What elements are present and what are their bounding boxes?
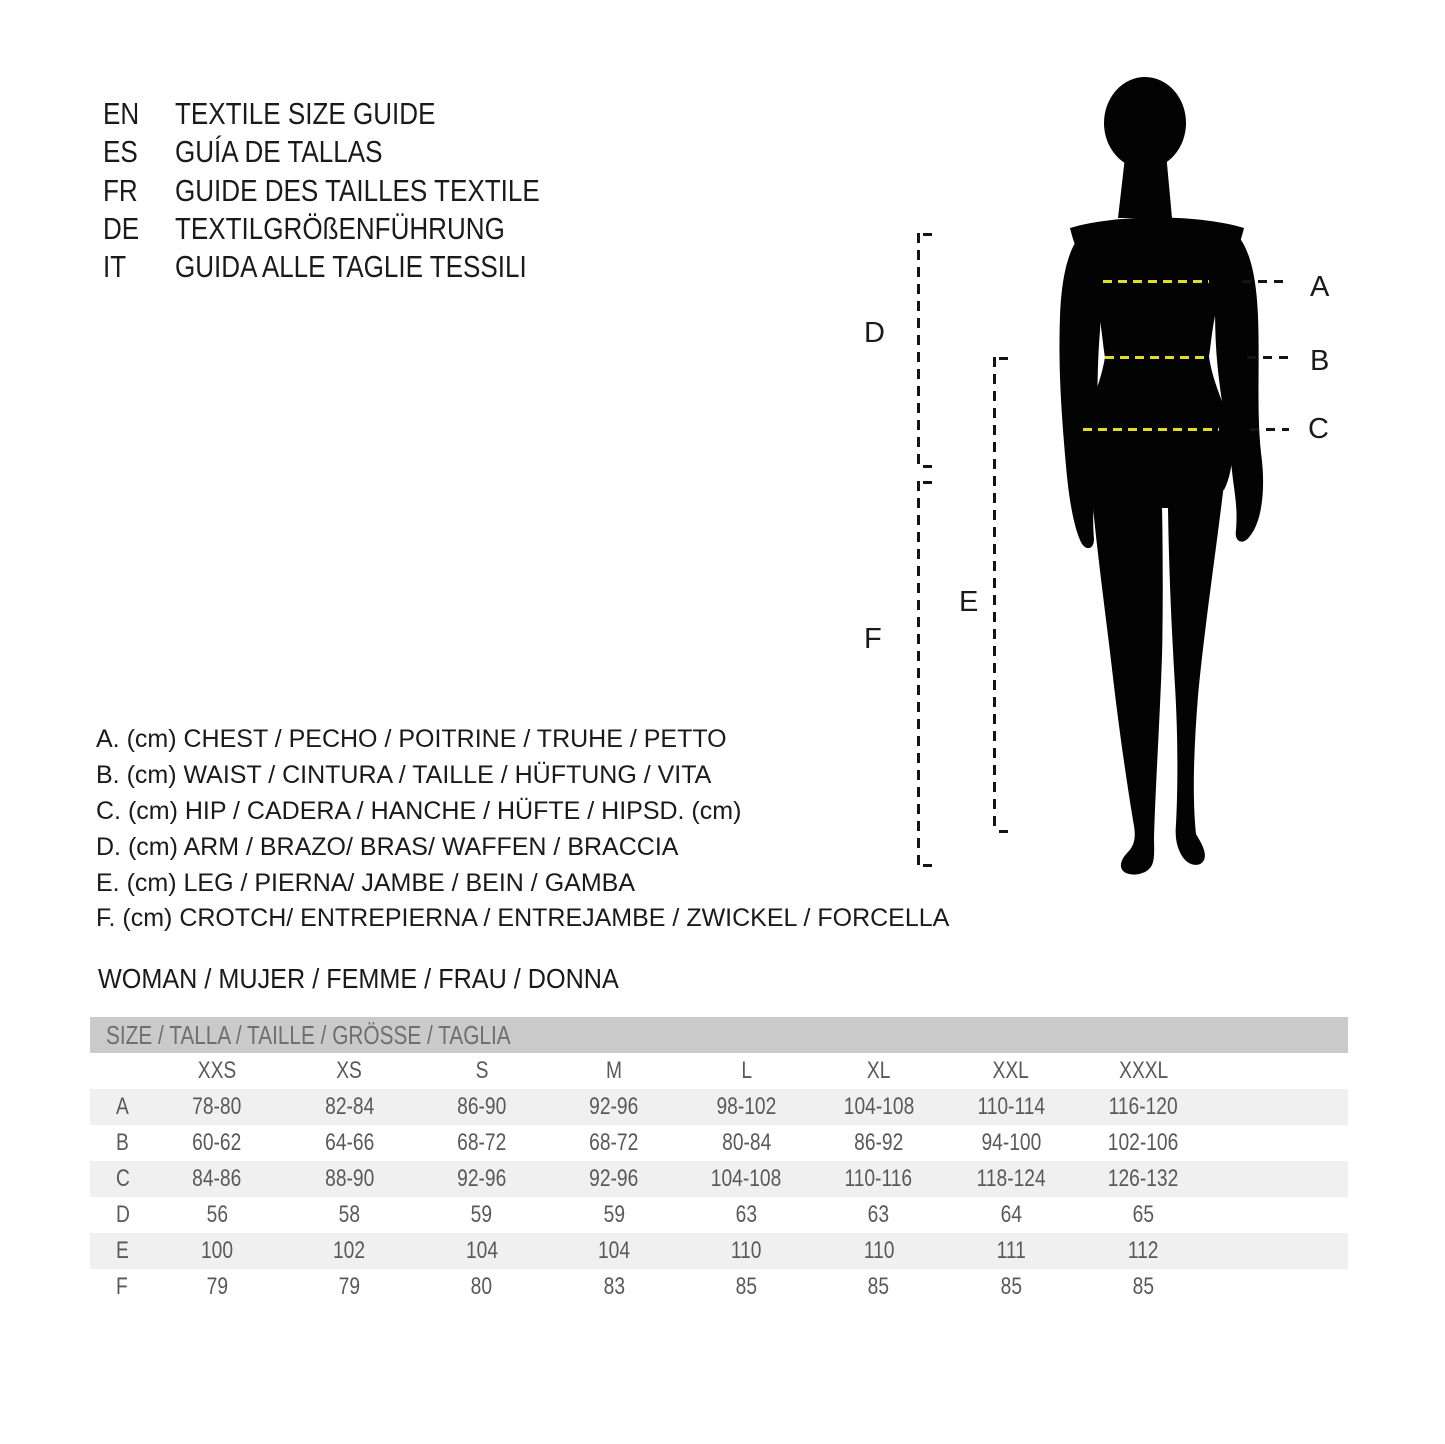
language-title: GUIDA ALLE TAGLIE TESSILI [175, 249, 527, 285]
table-cell: 85 [1132, 1273, 1154, 1300]
table-cell: 78-80 [192, 1093, 242, 1120]
table-row [90, 1269, 1348, 1305]
table-cell: 94-100 [981, 1129, 1041, 1156]
table-cell: 68-72 [589, 1129, 639, 1156]
table-cell: 86-92 [854, 1129, 904, 1156]
row-label: F [116, 1273, 128, 1300]
leg-line-bottom-tick [999, 830, 1008, 833]
table-title-bar: SIZE / TALLA / TAILLE / GRÖSSE / TAGLIA [90, 1017, 1348, 1053]
arm-length-line [917, 233, 920, 469]
arm-line-bottom-tick [923, 465, 932, 468]
table-cell: 58 [338, 1201, 361, 1228]
note-waist: B. (cm) WAIST / CINTURA / TAILLE / HÜFTUNG / VITA [96, 761, 712, 790]
table-cell: 85 [1000, 1273, 1022, 1300]
table-cell: 85 [735, 1273, 758, 1300]
table-cell: 86-90 [457, 1093, 507, 1120]
table-cell: 60-62 [192, 1129, 242, 1156]
size-label: XS [336, 1057, 363, 1084]
gender-heading: WOMAN / MUJER / FEMME / FRAU / DONNA [98, 963, 619, 994]
table-cell: 104 [598, 1237, 631, 1264]
table-cell: 63 [735, 1201, 758, 1228]
table-cell: 80 [471, 1273, 493, 1300]
size-label: XXXL [1118, 1057, 1168, 1084]
language-row [103, 172, 609, 210]
table-row [90, 1197, 1348, 1233]
table-row [90, 1233, 1348, 1269]
language-code: FR [103, 172, 138, 208]
language-title-list [103, 95, 609, 286]
table-row [90, 1161, 1348, 1197]
table-cell: 84-86 [192, 1165, 242, 1192]
language-title: TEXTILE SIZE GUIDE [175, 96, 436, 132]
row-label: A [116, 1093, 129, 1120]
table-cell: 85 [867, 1273, 890, 1300]
table-cell: 92-96 [589, 1093, 639, 1120]
row-label: B [116, 1129, 129, 1156]
table-cell: 110 [863, 1237, 894, 1264]
table-cell: 116-120 [1108, 1093, 1178, 1120]
waist-line-yellow [1105, 356, 1205, 359]
hip-line-black [1250, 428, 1289, 431]
table-cell: 110-116 [844, 1165, 913, 1192]
size-label: L [740, 1057, 752, 1084]
woman-silhouette [1048, 76, 1272, 880]
table-cell: 111 [996, 1237, 1026, 1264]
table-cell: 98-102 [716, 1093, 777, 1120]
table-cell: 112 [1127, 1237, 1159, 1264]
marker-a-label: A [1310, 271, 1330, 303]
table-cell: 82-84 [324, 1093, 375, 1120]
language-row [103, 248, 609, 286]
note-hip: C. (cm) HIP / CADERA / HANCHE / HÜFTE / HIPSD. (cm) [96, 796, 742, 825]
table-cell: 102 [333, 1237, 366, 1264]
table-cell: 63 [867, 1201, 890, 1228]
language-row [103, 95, 609, 133]
table-cell: 59 [603, 1201, 625, 1228]
language-title: TEXTILGRÖßENFÜHRUNG [175, 211, 505, 247]
size-label: XXS [197, 1057, 237, 1084]
table-cell: 126-132 [1107, 1165, 1179, 1192]
table-cell: 64-66 [324, 1129, 375, 1156]
table-cell: 118-124 [976, 1165, 1046, 1192]
table-cell: 110 [731, 1237, 762, 1264]
waist-line-black [1247, 356, 1289, 359]
table-row [90, 1089, 1348, 1125]
table-cell: 65 [1132, 1201, 1154, 1228]
crotch-line-top-tick [923, 481, 932, 484]
chest-line-yellow [1103, 280, 1209, 283]
language-code: IT [103, 249, 127, 285]
table-cell: 110-114 [977, 1093, 1045, 1120]
table-row [90, 1125, 1348, 1161]
table-cell: 100 [201, 1237, 234, 1264]
size-label: XXL [992, 1057, 1030, 1084]
marker-c-label: C [1308, 413, 1329, 445]
language-row [103, 133, 609, 171]
row-label: C [116, 1165, 130, 1192]
marker-d-label: D [864, 317, 885, 349]
table-cell: 88-90 [324, 1165, 375, 1192]
row-label: E [116, 1237, 129, 1264]
leg-line-top-tick [999, 357, 1008, 360]
row-label: D [116, 1201, 130, 1228]
table-cell: 92-96 [589, 1165, 639, 1192]
language-title: GUIDE DES TAILLES TEXTILE [175, 172, 540, 208]
silhouette-legs [1090, 476, 1224, 875]
size-table [90, 1017, 1348, 1305]
size-label: S [475, 1057, 489, 1084]
arm-line-top-tick [923, 233, 932, 236]
size-label: XL [866, 1057, 891, 1084]
marker-e-label: E [959, 586, 979, 618]
table-cell: 79 [206, 1273, 228, 1300]
language-code: DE [103, 211, 140, 247]
table-cell: 79 [338, 1273, 361, 1300]
marker-b-label: B [1310, 345, 1330, 377]
marker-f-label: F [864, 623, 882, 655]
size-header-row [90, 1053, 1348, 1089]
table-cell: 68-72 [457, 1129, 507, 1156]
measurement-notes [96, 722, 949, 937]
table-cell: 59 [471, 1201, 493, 1228]
table-cell: 104-108 [843, 1093, 914, 1120]
table-cell: 80-84 [721, 1129, 771, 1156]
language-title: GUÍA DE TALLAS [175, 134, 383, 170]
language-row [103, 210, 609, 248]
note-crotch: F. (cm) CROTCH/ ENTREPIERNA / ENTREJAMBE / ZWICKEL / FORCELLA [96, 904, 950, 933]
language-code: ES [103, 134, 138, 170]
size-label: M [606, 1057, 623, 1084]
leg-length-line [993, 357, 996, 833]
table-cell: 64 [1000, 1201, 1022, 1228]
note-chest: A. (cm) CHEST / PECHO / POITRINE / TRUHE / PETTO [96, 725, 727, 754]
table-cell: 56 [206, 1201, 228, 1228]
language-code: EN [103, 96, 140, 132]
note-leg: E. (cm) LEG / PIERNA/ JAMBE / BEIN / GAMBA [96, 868, 635, 897]
table-cell: 104-108 [711, 1165, 782, 1192]
chest-line-black [1242, 280, 1288, 283]
table-cell: 92-96 [457, 1165, 507, 1192]
table-cell: 83 [603, 1273, 625, 1300]
table-cell: 102-106 [1107, 1129, 1179, 1156]
hip-line-yellow [1083, 428, 1219, 431]
table-cell: 104 [465, 1237, 498, 1264]
note-arm: D. (cm) ARM / BRAZO/ BRAS/ WAFFEN / BRACCIA [96, 832, 679, 861]
